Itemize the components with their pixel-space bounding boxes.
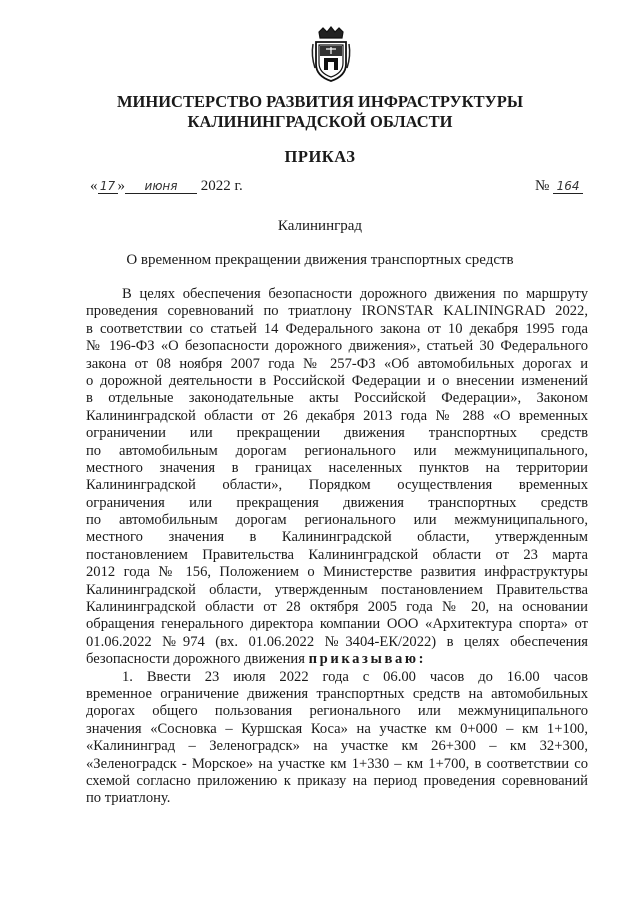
preamble-last-text: безопасности дорожного движения — [86, 651, 309, 668]
preamble-last-line — [86, 651, 588, 668]
text-line: дорогах общего пользования регионального или межмуниципального — [86, 703, 588, 720]
text-line: проведения соревнований по триатлону IRONSTAR KALININGRAD 2022, — [86, 303, 588, 320]
date-open-quote: « — [90, 178, 98, 194]
kaliningrad-coat-of-arms-icon — [309, 26, 353, 82]
text-line: № 196-ФЗ «О безопасности дорожного движения», статьей 30 Федерального — [86, 338, 588, 355]
text-line: значения «Сосновка – Куршская Коса» на участке км 0+000 – км 1+100, — [86, 720, 588, 737]
number-sign: № — [535, 178, 550, 194]
order-subject: О временном прекращении движения транспортных средств — [126, 252, 514, 268]
text-line: ограничения или прекращения движения транспортных средств — [86, 494, 588, 511]
text-line: Калининградской области от 28 октября 2005 года № 20, на основании — [86, 599, 588, 616]
text-line: временное ограничение движения транспортных средств на автомобильных — [86, 685, 588, 702]
text-line: 2012 года № 156, Положением о Министерстве развития инфраструктуры — [86, 564, 588, 581]
text-line: 1. Ввести 23 июля 2022 года с 06.00 часов до 16.00 часов — [122, 668, 588, 685]
text-line: Калининградской области от 26 декабря 2013 года № 288 «О временных — [86, 407, 588, 424]
order-command: приказываю: — [308, 651, 427, 668]
text-line: местного значения в границах населенных пунктов на территории — [86, 459, 588, 476]
text-line: «Зеленоградск - Морское» на участке км 1+330 – км 1+700, в соответствии со — [86, 755, 588, 772]
text-line: по автомобильным дорогам регионального или межмуниципального, — [86, 512, 588, 529]
text-line: схемой согласно приложению к приказу на период проведения соревнований — [86, 772, 588, 789]
date-close-quote: » — [117, 178, 125, 194]
text-line: 01.06.2022 №974 (вх. 01.06.2022 №3404-ЕК/2022) в целях обеспечения — [86, 633, 588, 650]
text-line: закона от 08 ноября 2007 года № 257-ФЗ «Об автомобильных дорогах и — [86, 355, 588, 372]
text-line: В целях обеспечения безопасности дорожного движения по маршруту — [122, 286, 588, 302]
clause-1-paragraph — [86, 669, 588, 791]
ministry-name-line1: МИНИСТЕРСТВО РАЗВИТИЯ ИНФРАСТРУКТУРЫ — [116, 92, 524, 111]
ministry-name — [0, 92, 640, 132]
text-line: о дорожной деятельности в Российской Федерации и о внесении изменений — [86, 372, 588, 389]
text-line: в отдельные законодательные акты Российской Федерации», Законом — [86, 390, 588, 407]
order-date — [90, 178, 243, 195]
city-name: Калининград — [277, 218, 363, 234]
preamble-paragraph — [86, 286, 588, 651]
date-year: 2022 г. — [200, 178, 243, 194]
date-month: июня — [125, 179, 197, 194]
order-body — [86, 286, 588, 808]
date-day: 17 — [98, 179, 118, 194]
ministry-name-line2: КАЛИНИНГРАДСКОЙ ОБЛАСТИ — [187, 112, 453, 131]
text-line: постановлением Правительства Калининградской области от 23 марта — [86, 546, 588, 563]
number-value: 164 — [553, 179, 583, 194]
text-line: Калининградской области», Порядком осуществления временных — [86, 477, 588, 494]
text-line: по автомобильным дорогам регионального или межмуниципального, — [86, 442, 588, 459]
text-line: «Калининград – Зеленоградск» на участке км 26+300 – км 32+300, — [86, 738, 588, 755]
clause-1-last-line: по триатлону. — [86, 790, 171, 807]
text-line: в соответствии со статьей 14 Федерального закона от 10 декабря 1995 года — [86, 320, 588, 337]
text-line: обращения генерального директора компании ООО «Архитектура спорта» от — [86, 616, 588, 633]
text-line: ограничении или прекращении движения транспортных средств — [86, 425, 588, 442]
order-number — [535, 178, 583, 195]
order-title: ПРИКАЗ — [284, 147, 356, 166]
text-line: Калининградской области, утвержденным постановлением Правительства — [86, 581, 588, 598]
text-line: местного значения в Калининградской области, утвержденным — [86, 529, 588, 546]
